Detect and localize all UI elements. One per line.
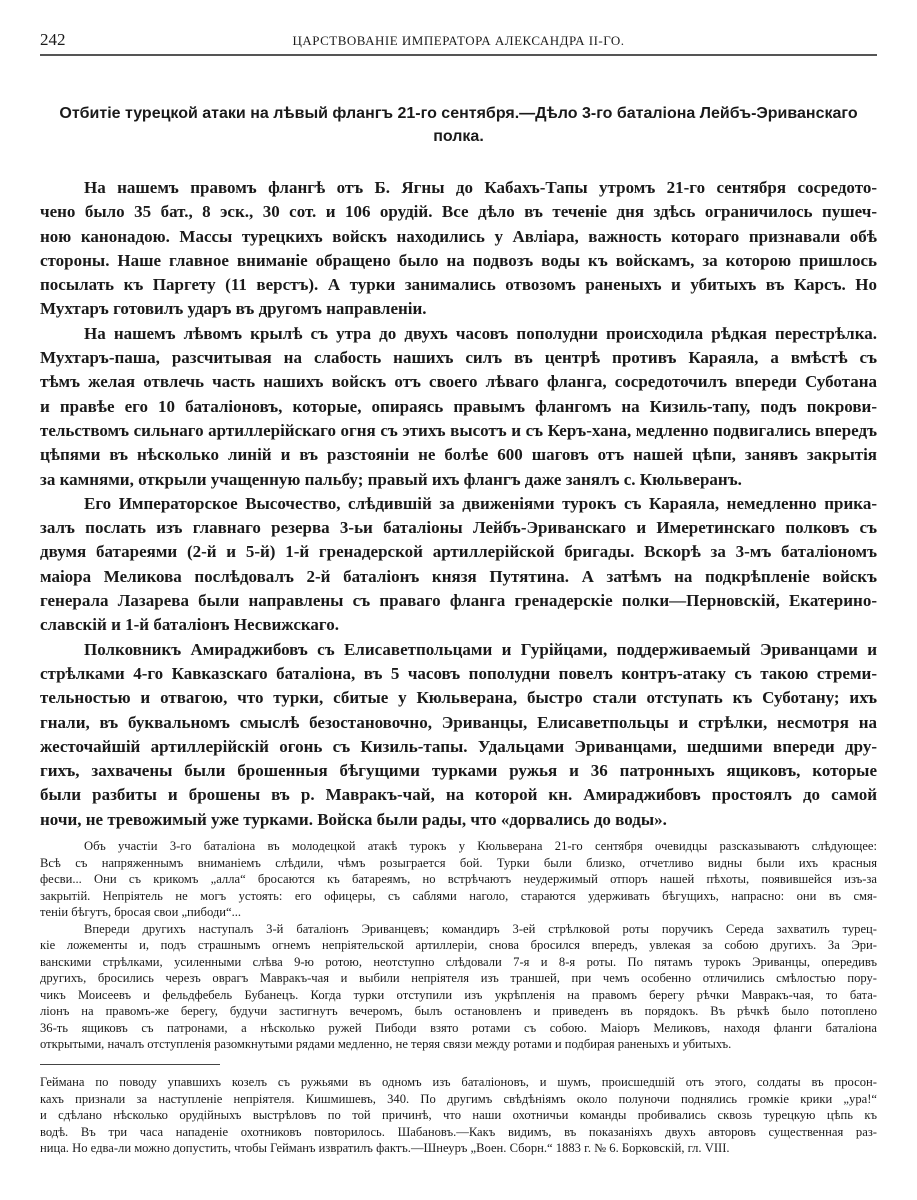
text-line: другихъ, бросились черезъ оврагъ Мавракъ-чая и выбили непріятеля изъ траншей, при чемъ особенно отличились смѣлостью пору- xyxy=(40,971,877,985)
text-line: гнали, въ буквальномъ смыслѣ безостановочно, Эриванцы, Елисаветпольцы и стрѣлки, несмотря на xyxy=(40,712,877,732)
text-line: Всѣ съ напряженнымъ вниманіемъ слѣдили, чѣмъ розыграется бой. Турки были близко, отчетливо видны были ихъ красныя xyxy=(40,855,877,870)
text-line: тельностью и отвагою, что турки, сбитые у Кюльверана, быстро стали отступать къ Суботану; ихъ xyxy=(40,688,877,708)
text-line: кахъ признали за наступленіе непріятеля. Кишмишевъ, 340. По другимъ свѣдѣніямъ около полуночи поднялись громкіе крики „ура!“ xyxy=(40,1091,877,1106)
footnote-separator xyxy=(40,1064,220,1065)
text-line: фесви... Они съ крикомъ „алла“ бросаются къ батареямъ, но встрѣчаютъ неудержимый отпоръ нашей пѣхоты, появившейся изъ-за xyxy=(40,872,877,886)
text-line: Мухтаръ готовилъ ударъ въ другомъ направленіи. xyxy=(40,299,427,319)
text-line: гихъ, захвачены были брошенныя бѣгущими турками ружья и 36 патронныхъ ящиковъ, которые xyxy=(40,761,877,781)
text-line: жесточайшій артиллерійскій огонь съ Кизиль-тапы. Удальцами Эриванцами, шедшими впереди дру- xyxy=(40,736,877,756)
text-line: 36-ть ящиковъ съ патронами, а нѣсколько ружей Пибоди взято ротами съ собою. Маіоръ Меликовъ, находя фланги баталіона xyxy=(40,1020,877,1035)
text-line: ночи, не тревожимый уже турками. Войска были рады, что «дорвались до воды». xyxy=(40,809,667,829)
text-line: ница. Но едва-ли можно допустить, чтобы Гейманъ извратилъ фактъ.—Шнеуръ „Воен. Сборн.“ 1883 г. № 6. Борковскій, гл. VIII. xyxy=(40,1141,730,1155)
text-line: Впереди другихъ наступалъ 3-й баталіонъ Эриванцевъ; командиръ 3-ей стрѣлковой роты поручикъ Середа захватилъ турец- xyxy=(84,921,877,936)
text-line: стороны. Наше главное вниманіе обращено было на подвозъ воды къ войскамъ, за которою пришлось xyxy=(40,250,877,270)
text-line: водѣ. Въ три часа нападеніе охотниковъ повторилось. Шабановъ.—Какъ видимъ, въ показаніяхъ двухъ авторовъ существенная раз- xyxy=(40,1124,877,1139)
running-header xyxy=(40,28,877,56)
section-title-line: Отбитіе турецкой атаки на лѣвый флангъ 21-го сентября.—Дѣло 3-го баталіона Лейбъ-Эриванскаго xyxy=(59,105,858,122)
text-line: и сдѣлано нѣсколько орудійныхъ выстрѣловъ по той причинѣ, что наши охотничьи команды пробивались сквозь турецкую цѣпь къ xyxy=(40,1108,877,1122)
text-line: за камнями, открыли учащенную пальбу; правый ихъ флангъ даже занялъ с. Кюльверанъ. xyxy=(40,469,742,489)
text-line: посылать къ Паргету (11 верстъ). А турки занимались отвозомъ раненыхъ и убитыхъ въ Карсъ. Но xyxy=(40,275,877,295)
text-line: двумя батареями (2-й и 5-й) 1-й гренадерской артиллерійской бригады. Вскорѣ за 3-мъ баталіономъ xyxy=(40,542,877,562)
text-line: тѣмъ желая отвлечь часть нашихъ войскъ отъ своего лѣваго фланга, сосредоточилъ впереди Суботана xyxy=(40,372,877,392)
text-line: ванскими стрѣлками, усиленными слѣва 9-ю ротою, неотступно слѣдовали 7-я и 8-я роты. По пятамъ турокъ Эриванцы, опередивъ xyxy=(40,954,877,969)
section-title xyxy=(40,102,877,148)
continued-footnote xyxy=(40,1074,877,1157)
main-text xyxy=(40,176,877,832)
text-line: маіора Меликова послѣдовалъ 2-й баталіонъ князя Путятина. А затѣмъ на подкрѣпленіе войскъ xyxy=(40,566,877,586)
text-line: славскій и 1-й баталіонъ Несвижскаго. xyxy=(40,615,339,635)
text-line: Геймана по поводу упавшихъ козелъ съ ружьями въ одномъ изъ баталіоновъ, и шумъ, происшедшій отъ этого, солдаты въ просон- xyxy=(40,1075,877,1089)
page-number: 242 xyxy=(40,30,66,49)
paragraph xyxy=(40,322,877,492)
text-line: залъ послать изъ главнаго резерва 3-ьи баталіоны Лейбъ-Эриванскаго и Имеретинскаго полковъ съ xyxy=(40,518,877,538)
text-line: цѣпями въ нѣсколько линій и въ разстояніи не болѣе 600 шаговъ отъ нашей цѣпи, занявъ закрытія xyxy=(40,445,877,465)
text-line: кіе ложементы и, подъ страшнымъ огнемъ непріятельской артиллеріи, снова бросился впередъ, увлекая за собою другихъ. За Эри- xyxy=(40,938,877,952)
text-line: стрѣлками 4-го Кавказскаго баталіона, въ 5 часовъ пополудни повелъ контръ-атаку съ такою стреми- xyxy=(40,663,877,683)
running-title: ЦАРСТВОВАНІЕ ИМПЕРАТОРА АЛЕКСАНДРА II-ГО. xyxy=(292,33,625,48)
footnotes xyxy=(40,838,877,1053)
text-line: На нашемъ лѣвомъ крылѣ съ утра до двухъ часовъ пополудни происходила рѣдкая перестрѣлка. xyxy=(84,323,877,343)
text-line: Мухтаръ-паша, разсчитывая на слабость нашихъ силъ въ центрѣ противъ Караяла, а вмѣстѣ съ xyxy=(40,348,877,368)
text-line: ною канонадою. Массы турецкихъ войскъ находились у Авліара, важность котораго признавали обѣ xyxy=(40,226,877,246)
text-line: были разбиты и брошены въ р. Мавракъ-чай, на которой кн. Амираджибовъ простоялъ до самой xyxy=(40,785,877,805)
text-line: Его Императорское Высочество, слѣдившій за движеніями турокъ съ Караяла, немедленно прика- xyxy=(84,493,877,513)
paragraph xyxy=(40,492,877,638)
paragraph xyxy=(40,176,877,322)
text-line: тельствомъ сильнаго артиллерійскаго огня съ этихъ высотъ и съ Керъ-хана, медленно подвигались впередъ xyxy=(40,420,877,440)
text-line: теніи бѣгутъ, бросая свои „пибоди“... xyxy=(40,905,242,919)
text-line: ліонъ на правомъ-же берегу, будучи застигнутъ вечеромъ, былъ остановленъ и приведенъ въ порядокъ. Въ рѣчкѣ было потоплено xyxy=(40,1004,877,1018)
footnote-paragraph xyxy=(40,838,877,921)
text-line: открытыми, началъ отступленія разомкнутыми рядами медленно, не теряя связи между ротами и подбирая раненыхъ и убитыхъ. xyxy=(40,1037,732,1051)
text-line: Полковникъ Амираджибовъ съ Елисаветпольцами и Гурійцами, поддерживаемый Эриванцами и xyxy=(84,639,877,659)
text-line: Объ участіи 3-го баталіона въ молодецкой атакѣ турокъ у Кюльверана 21-го сентября очевидцы разсказываютъ слѣдующее: xyxy=(84,839,877,853)
text-line: На нашемъ правомъ флангѣ отъ Б. Ягны до Кабахъ-Тапы утромъ 21-го сентября сосредото- xyxy=(84,178,877,197)
footnote-paragraph xyxy=(40,921,877,1053)
text-line: чикъ Моисеевъ и фельдфебель Бубанецъ. Когда турки отступили изъ укрѣпленія на правомъ берегу рѣчки Мавракъ-чая, то бата- xyxy=(40,987,877,1002)
paragraph xyxy=(40,638,877,832)
text-line: генерала Лазарева были направлены съ праваго фланга гренадерскіе полки—Перновскій, Екатерино- xyxy=(40,591,877,611)
text-line: чено было 35 бат., 8 эск., 30 сот. и 106 орудій. Все дѣло въ теченіе дня здѣсь ограничилось пушеч- xyxy=(40,202,877,222)
text-line: и правѣе его 10 баталіоновъ, которые, опираясь правымъ флангомъ на Кизиль-тапу, подъ покрови- xyxy=(40,396,877,416)
section-title-line: полка. xyxy=(433,128,484,145)
text-line: закрытій. Непріятель не могъ устоять: его офицеры, съ саблями наголо, стараются удерживать бѣгущихъ, напрасно: они въ смя- xyxy=(40,888,877,903)
